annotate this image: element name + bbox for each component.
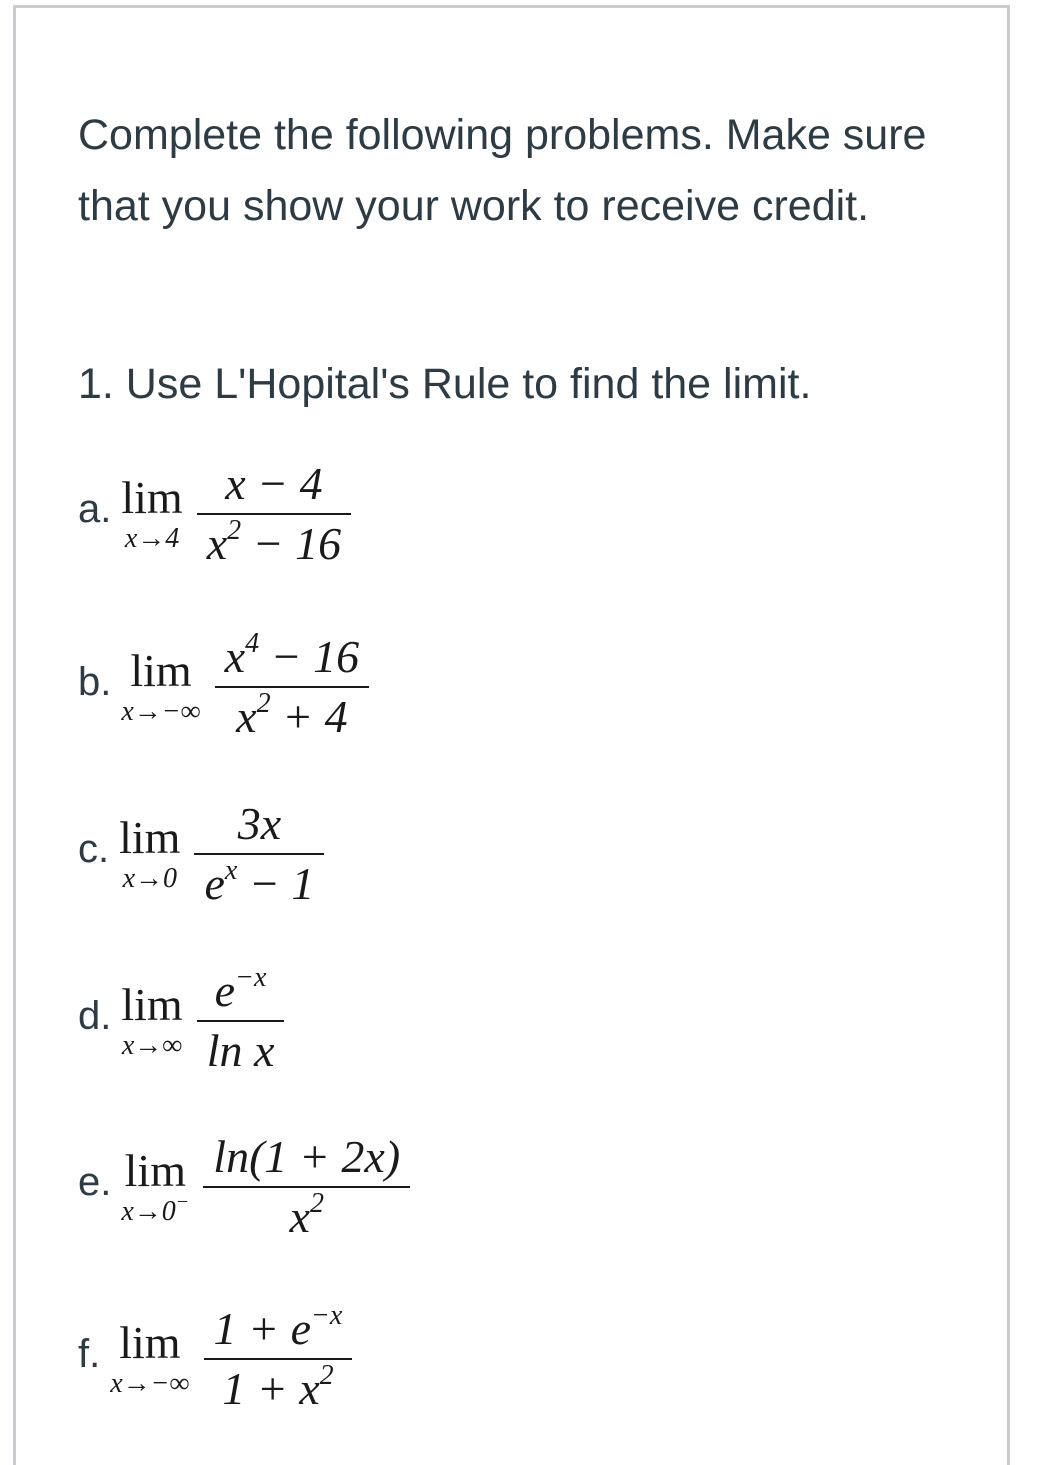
den-rest: + 4 bbox=[270, 691, 348, 742]
denominator bbox=[197, 515, 351, 573]
limit-operator bbox=[121, 646, 200, 728]
den-exponent: 2 bbox=[227, 515, 242, 546]
problem-label: d. bbox=[78, 993, 112, 1038]
num-exponent: 4 bbox=[245, 628, 260, 659]
num-rest: − 16 bbox=[259, 631, 360, 682]
limit-operator bbox=[121, 980, 182, 1062]
problem-f bbox=[78, 1300, 352, 1418]
den-rest: − 1 bbox=[237, 858, 315, 909]
sub-exponent: − bbox=[175, 1191, 190, 1213]
numerator bbox=[215, 628, 369, 686]
num-exponent: −x bbox=[235, 962, 267, 993]
lim-subscript: x→4 bbox=[124, 523, 180, 554]
num-pre: 1 + bbox=[213, 1303, 291, 1354]
num-base: x bbox=[224, 631, 246, 682]
den-base: x bbox=[236, 691, 257, 742]
den-base: x bbox=[299, 1363, 320, 1414]
denominator bbox=[280, 1188, 334, 1246]
den-base: x bbox=[206, 518, 228, 569]
fraction bbox=[197, 962, 285, 1080]
denominator bbox=[212, 1360, 343, 1418]
limit-operator bbox=[121, 1146, 189, 1228]
den-base: x bbox=[289, 1191, 310, 1242]
numerator bbox=[205, 962, 277, 1020]
limit-operator bbox=[110, 1318, 189, 1400]
problem-label: a. bbox=[78, 486, 112, 531]
den-rest: − 16 bbox=[241, 518, 342, 569]
lim-word: lim bbox=[124, 1145, 186, 1196]
problem-label: c. bbox=[78, 826, 110, 871]
lim-word: lim bbox=[130, 645, 192, 696]
den-base: e bbox=[204, 858, 225, 909]
lim-word: lim bbox=[119, 812, 181, 863]
num-base: e bbox=[290, 1303, 311, 1354]
limit-operator bbox=[119, 813, 180, 895]
lim-word: lim bbox=[119, 1317, 181, 1368]
lim-subscript: x→∞ bbox=[121, 1030, 183, 1061]
den-exponent: x bbox=[224, 855, 238, 886]
problem-label: b. bbox=[78, 659, 112, 704]
fraction bbox=[194, 795, 324, 913]
denominator bbox=[226, 688, 357, 746]
fraction bbox=[204, 1300, 353, 1418]
den-exponent: 2 bbox=[309, 1188, 324, 1219]
numerator bbox=[204, 1300, 353, 1358]
question-title: 1. Use L'Hopital's Rule to find the limit. bbox=[78, 360, 812, 408]
sub-text: x→0 bbox=[121, 1196, 176, 1227]
numerator: 3x bbox=[237, 798, 282, 849]
lim-subscript bbox=[121, 1191, 190, 1228]
problem-d bbox=[78, 962, 284, 1080]
num-exponent: −x bbox=[311, 1300, 343, 1331]
fraction bbox=[197, 455, 351, 573]
numerator: x − 4 bbox=[225, 458, 323, 509]
denominator: ln x bbox=[206, 1025, 275, 1076]
limit-operator bbox=[121, 473, 182, 555]
numerator: ln(1 + 2x) bbox=[213, 1131, 401, 1182]
problem-label: e. bbox=[78, 1159, 112, 1204]
denominator bbox=[194, 855, 324, 913]
problem-c bbox=[78, 795, 324, 913]
problem-b bbox=[78, 628, 369, 746]
lim-subscript: x→−∞ bbox=[121, 696, 201, 727]
lim-subscript: x→−∞ bbox=[110, 1368, 190, 1399]
lim-word: lim bbox=[121, 472, 183, 523]
problem-e bbox=[78, 1128, 410, 1246]
den-exponent: 2 bbox=[319, 1360, 334, 1391]
fraction bbox=[203, 1128, 410, 1246]
problem-a bbox=[78, 455, 351, 573]
lim-subscript: x→0 bbox=[122, 863, 178, 894]
den-pre: 1 + bbox=[222, 1363, 300, 1414]
fraction bbox=[215, 628, 369, 746]
problem-label: f. bbox=[78, 1331, 101, 1376]
lim-word: lim bbox=[121, 979, 183, 1030]
den-exponent: 2 bbox=[256, 688, 271, 719]
instructions-text: Complete the following problems. Make sure that you show your work to receive credit. bbox=[78, 111, 927, 230]
num-base: e bbox=[214, 965, 236, 1016]
